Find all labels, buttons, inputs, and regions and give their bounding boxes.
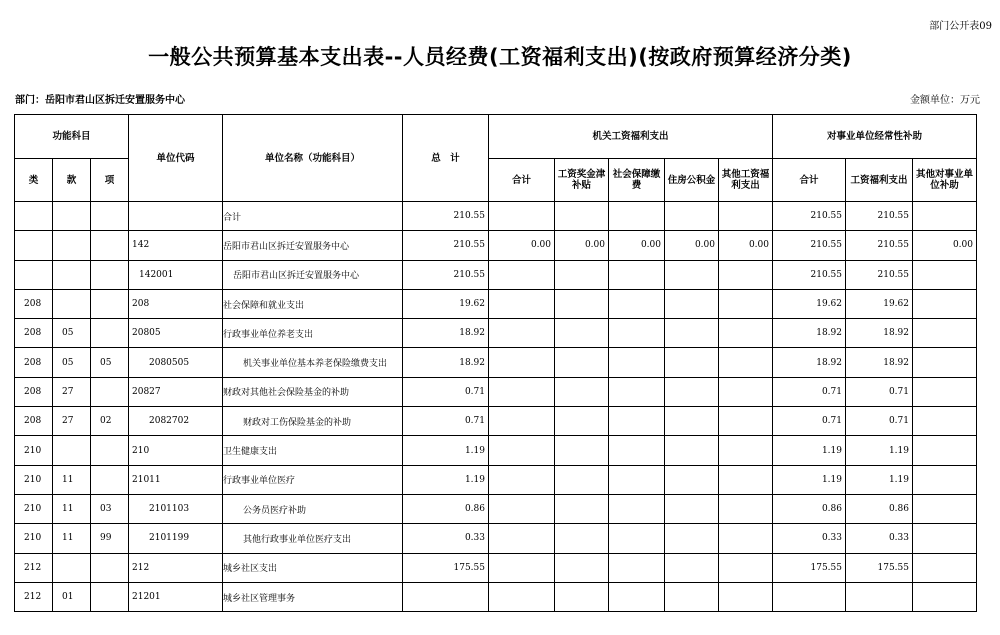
- kuan-cell: 27: [53, 407, 91, 436]
- xiang-cell: [91, 377, 129, 406]
- total-cell: 0.71: [403, 407, 489, 436]
- unit-name-cell: 城乡社区管理事务: [223, 582, 403, 611]
- org-salary-cell: [555, 524, 609, 553]
- org-housing-cell: [665, 465, 719, 494]
- org-housing-cell: [665, 202, 719, 231]
- org-salary-cell: [555, 319, 609, 348]
- total-cell: 18.92: [403, 348, 489, 377]
- org-other-header: 其他工资福利支出: [719, 159, 773, 202]
- pi-other-cell: [913, 319, 977, 348]
- pi-sum-cell: [773, 582, 846, 611]
- pi-salary-cell: 1.19: [846, 465, 913, 494]
- xiang-cell: 99: [91, 524, 129, 553]
- org-housing-cell: [665, 377, 719, 406]
- xiang-header: 项: [91, 159, 129, 202]
- org-salary-cell: [555, 260, 609, 289]
- lei-cell: [15, 231, 53, 260]
- org-sum-cell: [489, 465, 555, 494]
- unit-code-cell: 20827: [129, 377, 223, 406]
- pi-salary-cell: 0.86: [846, 494, 913, 523]
- total-cell: 1.19: [403, 436, 489, 465]
- pi-salary-cell: 210.55: [846, 231, 913, 260]
- table-row: [15, 289, 977, 318]
- org-sum-cell: [489, 553, 555, 582]
- pi-salary-cell: 0.71: [846, 377, 913, 406]
- total-cell: 0.86: [403, 494, 489, 523]
- pi-other-cell: [913, 348, 977, 377]
- xiang-cell: [91, 202, 129, 231]
- unit-name-cell: 岳阳市君山区拆迁安置服务中心: [223, 231, 403, 260]
- org-sum-cell: [489, 407, 555, 436]
- total-cell: 210.55: [403, 231, 489, 260]
- org-social-cell: [609, 202, 665, 231]
- unit-name-cell: 卫生健康支出: [223, 436, 403, 465]
- unit-code-cell: 21201: [129, 582, 223, 611]
- org-social-header: 社会保障缴费: [609, 159, 665, 202]
- org-sum-cell: [489, 494, 555, 523]
- total-cell: 210.55: [403, 260, 489, 289]
- lei-cell: 210: [15, 524, 53, 553]
- org-salary-cell: [555, 553, 609, 582]
- table-row: [15, 231, 977, 260]
- org-other-cell: [719, 319, 773, 348]
- lei-cell: 210: [15, 465, 53, 494]
- org-housing-cell: [665, 494, 719, 523]
- pi-salary-cell: 1.19: [846, 436, 913, 465]
- org-social-cell: [609, 407, 665, 436]
- kuan-cell: [53, 289, 91, 318]
- org-other-cell: [719, 553, 773, 582]
- pi-sum-cell: 210.55: [773, 231, 846, 260]
- unit-name-cell: 岳阳市君山区拆迁安置服务中心: [223, 260, 403, 289]
- unit-name-cell: 公务员医疗补助: [223, 494, 403, 523]
- org-sum-cell: [489, 202, 555, 231]
- total-header: 总 计: [403, 115, 489, 202]
- kuan-cell: 05: [53, 348, 91, 377]
- unit-name-cell: 行政事业单位养老支出: [223, 319, 403, 348]
- kuan-cell: 27: [53, 377, 91, 406]
- org-welfare-group-header: 机关工资福利支出: [489, 115, 773, 159]
- page-title: 一般公共预算基本支出表--人员经费(工资福利支出)(按政府预算经济分类): [148, 45, 852, 69]
- pi-other-cell: [913, 582, 977, 611]
- org-social-cell: [609, 524, 665, 553]
- pi-sum-cell: 1.19: [773, 436, 846, 465]
- xiang-cell: [91, 319, 129, 348]
- total-cell: 0.71: [403, 377, 489, 406]
- table-row: [15, 407, 977, 436]
- org-other-cell: 0.00: [719, 231, 773, 260]
- pi-sum-cell: 0.33: [773, 524, 846, 553]
- org-salary-header: 工资奖金津补贴: [555, 159, 609, 202]
- pi-sum-cell: 19.62: [773, 289, 846, 318]
- org-salary-cell: [555, 436, 609, 465]
- lei-header: 类: [15, 159, 53, 202]
- org-other-cell: [719, 582, 773, 611]
- pi-other-header: 其他对事业单位补助: [913, 159, 977, 202]
- xiang-cell: 05: [91, 348, 129, 377]
- unit-code-header: 单位代码: [129, 115, 223, 202]
- org-sum-cell: [489, 348, 555, 377]
- table-row: [15, 465, 977, 494]
- kuan-cell: [53, 260, 91, 289]
- lei-cell: 212: [15, 582, 53, 611]
- org-sum-cell: [489, 260, 555, 289]
- org-social-cell: [609, 377, 665, 406]
- kuan-cell: 05: [53, 319, 91, 348]
- pi-sum-cell: 18.92: [773, 348, 846, 377]
- org-sum-cell: [489, 436, 555, 465]
- org-salary-cell: [555, 377, 609, 406]
- pi-sum-cell: 210.55: [773, 260, 846, 289]
- pi-salary-header: 工资福利支出: [846, 159, 913, 202]
- pi-other-cell: [913, 494, 977, 523]
- org-sum-cell: 0.00: [489, 231, 555, 260]
- pi-other-cell: [913, 465, 977, 494]
- total-cell: [403, 582, 489, 611]
- org-housing-cell: [665, 553, 719, 582]
- pi-sum-cell: 0.86: [773, 494, 846, 523]
- pi-salary-cell: 210.55: [846, 260, 913, 289]
- org-housing-cell: [665, 289, 719, 318]
- org-other-cell: [719, 260, 773, 289]
- kuan-cell: 01: [53, 582, 91, 611]
- lei-cell: [15, 202, 53, 231]
- lei-cell: 208: [15, 289, 53, 318]
- unit-code-cell: 21011: [129, 465, 223, 494]
- org-social-cell: [609, 553, 665, 582]
- table-row: [15, 524, 977, 553]
- unit-name-header: 单位名称（功能科目）: [223, 115, 403, 202]
- org-social-cell: [609, 436, 665, 465]
- org-other-cell: [719, 289, 773, 318]
- table-row: [15, 348, 977, 377]
- lei-cell: [15, 260, 53, 289]
- org-salary-cell: [555, 465, 609, 494]
- org-housing-cell: 0.00: [665, 231, 719, 260]
- org-social-cell: [609, 494, 665, 523]
- table-row: [15, 553, 977, 582]
- unit-code-cell: 142: [129, 231, 223, 260]
- org-housing-cell: [665, 319, 719, 348]
- unit-name-cell: 其他行政事业单位医疗支出: [223, 524, 403, 553]
- xiang-cell: [91, 436, 129, 465]
- table-row: [15, 319, 977, 348]
- kuan-header: 款: [53, 159, 91, 202]
- org-housing-cell: [665, 407, 719, 436]
- pi-other-cell: [913, 407, 977, 436]
- total-cell: 175.55: [403, 553, 489, 582]
- pi-salary-cell: 18.92: [846, 348, 913, 377]
- kuan-cell: 11: [53, 524, 91, 553]
- xiang-cell: [91, 260, 129, 289]
- org-social-cell: [609, 260, 665, 289]
- org-sum-cell: [489, 289, 555, 318]
- table-row: [15, 377, 977, 406]
- org-sum-cell: [489, 319, 555, 348]
- xiang-cell: 03: [91, 494, 129, 523]
- org-social-cell: [609, 348, 665, 377]
- pi-other-cell: [913, 377, 977, 406]
- xiang-cell: [91, 553, 129, 582]
- xiang-cell: [91, 465, 129, 494]
- table-row: [15, 260, 977, 289]
- pi-salary-cell: 175.55: [846, 553, 913, 582]
- pi-salary-cell: 0.71: [846, 407, 913, 436]
- expenditure-table: [14, 114, 977, 612]
- unit-code-cell: 142001: [129, 260, 223, 289]
- unit-name-cell: 财政对工伤保险基金的补助: [223, 407, 403, 436]
- xiang-cell: [91, 231, 129, 260]
- public-institution-group-header: 对事业单位经常性补助: [773, 115, 977, 159]
- org-social-cell: [609, 465, 665, 494]
- unit-code-cell: 2080505: [129, 348, 223, 377]
- pi-other-cell: [913, 202, 977, 231]
- amount-unit-label: 金额单位：万元: [910, 95, 980, 106]
- org-salary-cell: [555, 494, 609, 523]
- kuan-cell: [53, 553, 91, 582]
- lei-cell: 208: [15, 348, 53, 377]
- unit-name-cell: 城乡社区支出: [223, 553, 403, 582]
- pi-sum-header: 合计: [773, 159, 846, 202]
- org-housing-cell: [665, 260, 719, 289]
- org-other-cell: [719, 524, 773, 553]
- unit-name-cell: 合计: [223, 202, 403, 231]
- pi-other-cell: [913, 553, 977, 582]
- org-housing-cell: [665, 582, 719, 611]
- pi-other-cell: [913, 436, 977, 465]
- table-row: [15, 582, 977, 611]
- unit-name-cell: 行政事业单位医疗: [223, 465, 403, 494]
- org-salary-cell: [555, 202, 609, 231]
- table-row: [15, 202, 977, 231]
- unit-code-cell: 20805: [129, 319, 223, 348]
- pi-other-cell: [913, 289, 977, 318]
- org-other-cell: [719, 348, 773, 377]
- pi-salary-cell: 18.92: [846, 319, 913, 348]
- unit-code-cell: 210: [129, 436, 223, 465]
- pi-sum-cell: 0.71: [773, 407, 846, 436]
- pi-other-cell: [913, 524, 977, 553]
- kuan-cell: [53, 436, 91, 465]
- department-label: 部门：岳阳市君山区拆迁安置服务中心: [15, 95, 185, 106]
- org-sum-header: 合计: [489, 159, 555, 202]
- org-other-cell: [719, 436, 773, 465]
- kuan-cell: [53, 202, 91, 231]
- pi-other-cell: 0.00: [913, 231, 977, 260]
- lei-cell: 208: [15, 319, 53, 348]
- unit-code-cell: [129, 202, 223, 231]
- kuan-cell: 11: [53, 465, 91, 494]
- unit-name-cell: 社会保障和就业支出: [223, 289, 403, 318]
- pi-sum-cell: 18.92: [773, 319, 846, 348]
- org-other-cell: [719, 494, 773, 523]
- lei-cell: 208: [15, 377, 53, 406]
- unit-name-cell: 机关事业单位基本养老保险缴费支出: [223, 348, 403, 377]
- total-cell: 18.92: [403, 319, 489, 348]
- org-housing-cell: [665, 436, 719, 465]
- total-cell: 210.55: [403, 202, 489, 231]
- xiang-cell: [91, 582, 129, 611]
- table-row: [15, 436, 977, 465]
- org-social-cell: [609, 319, 665, 348]
- kuan-cell: 11: [53, 494, 91, 523]
- org-salary-cell: [555, 289, 609, 318]
- pi-sum-cell: 210.55: [773, 202, 846, 231]
- org-sum-cell: [489, 377, 555, 406]
- org-social-cell: 0.00: [609, 231, 665, 260]
- lei-cell: 212: [15, 553, 53, 582]
- org-salary-cell: [555, 348, 609, 377]
- lei-cell: 210: [15, 494, 53, 523]
- org-salary-cell: 0.00: [555, 231, 609, 260]
- org-housing-header: 住房公积金: [665, 159, 719, 202]
- func-subject-header: 功能科目: [15, 115, 129, 159]
- org-housing-cell: [665, 524, 719, 553]
- org-other-cell: [719, 202, 773, 231]
- org-other-cell: [719, 377, 773, 406]
- pi-sum-cell: 1.19: [773, 465, 846, 494]
- lei-cell: 208: [15, 407, 53, 436]
- xiang-cell: [91, 289, 129, 318]
- org-salary-cell: [555, 582, 609, 611]
- org-social-cell: [609, 289, 665, 318]
- unit-name-cell: 财政对其他社会保险基金的补助: [223, 377, 403, 406]
- kuan-cell: [53, 231, 91, 260]
- lei-cell: 210: [15, 436, 53, 465]
- total-cell: 19.62: [403, 289, 489, 318]
- org-social-cell: [609, 582, 665, 611]
- pi-salary-cell: 210.55: [846, 202, 913, 231]
- pi-salary-cell: 19.62: [846, 289, 913, 318]
- unit-code-cell: 2101103: [129, 494, 223, 523]
- total-cell: 0.33: [403, 524, 489, 553]
- org-other-cell: [719, 465, 773, 494]
- pi-salary-cell: 0.33: [846, 524, 913, 553]
- unit-code-cell: 208: [129, 289, 223, 318]
- org-sum-cell: [489, 582, 555, 611]
- pi-other-cell: [913, 260, 977, 289]
- org-housing-cell: [665, 348, 719, 377]
- org-other-cell: [719, 407, 773, 436]
- pi-sum-cell: 0.71: [773, 377, 846, 406]
- unit-code-cell: 2082702: [129, 407, 223, 436]
- unit-code-cell: 212: [129, 553, 223, 582]
- org-salary-cell: [555, 407, 609, 436]
- unit-code-cell: 2101199: [129, 524, 223, 553]
- table-tag: 部门公开表09: [929, 21, 992, 32]
- total-cell: 1.19: [403, 465, 489, 494]
- org-sum-cell: [489, 524, 555, 553]
- xiang-cell: 02: [91, 407, 129, 436]
- table-row: [15, 494, 977, 523]
- pi-sum-cell: 175.55: [773, 553, 846, 582]
- pi-salary-cell: [846, 582, 913, 611]
